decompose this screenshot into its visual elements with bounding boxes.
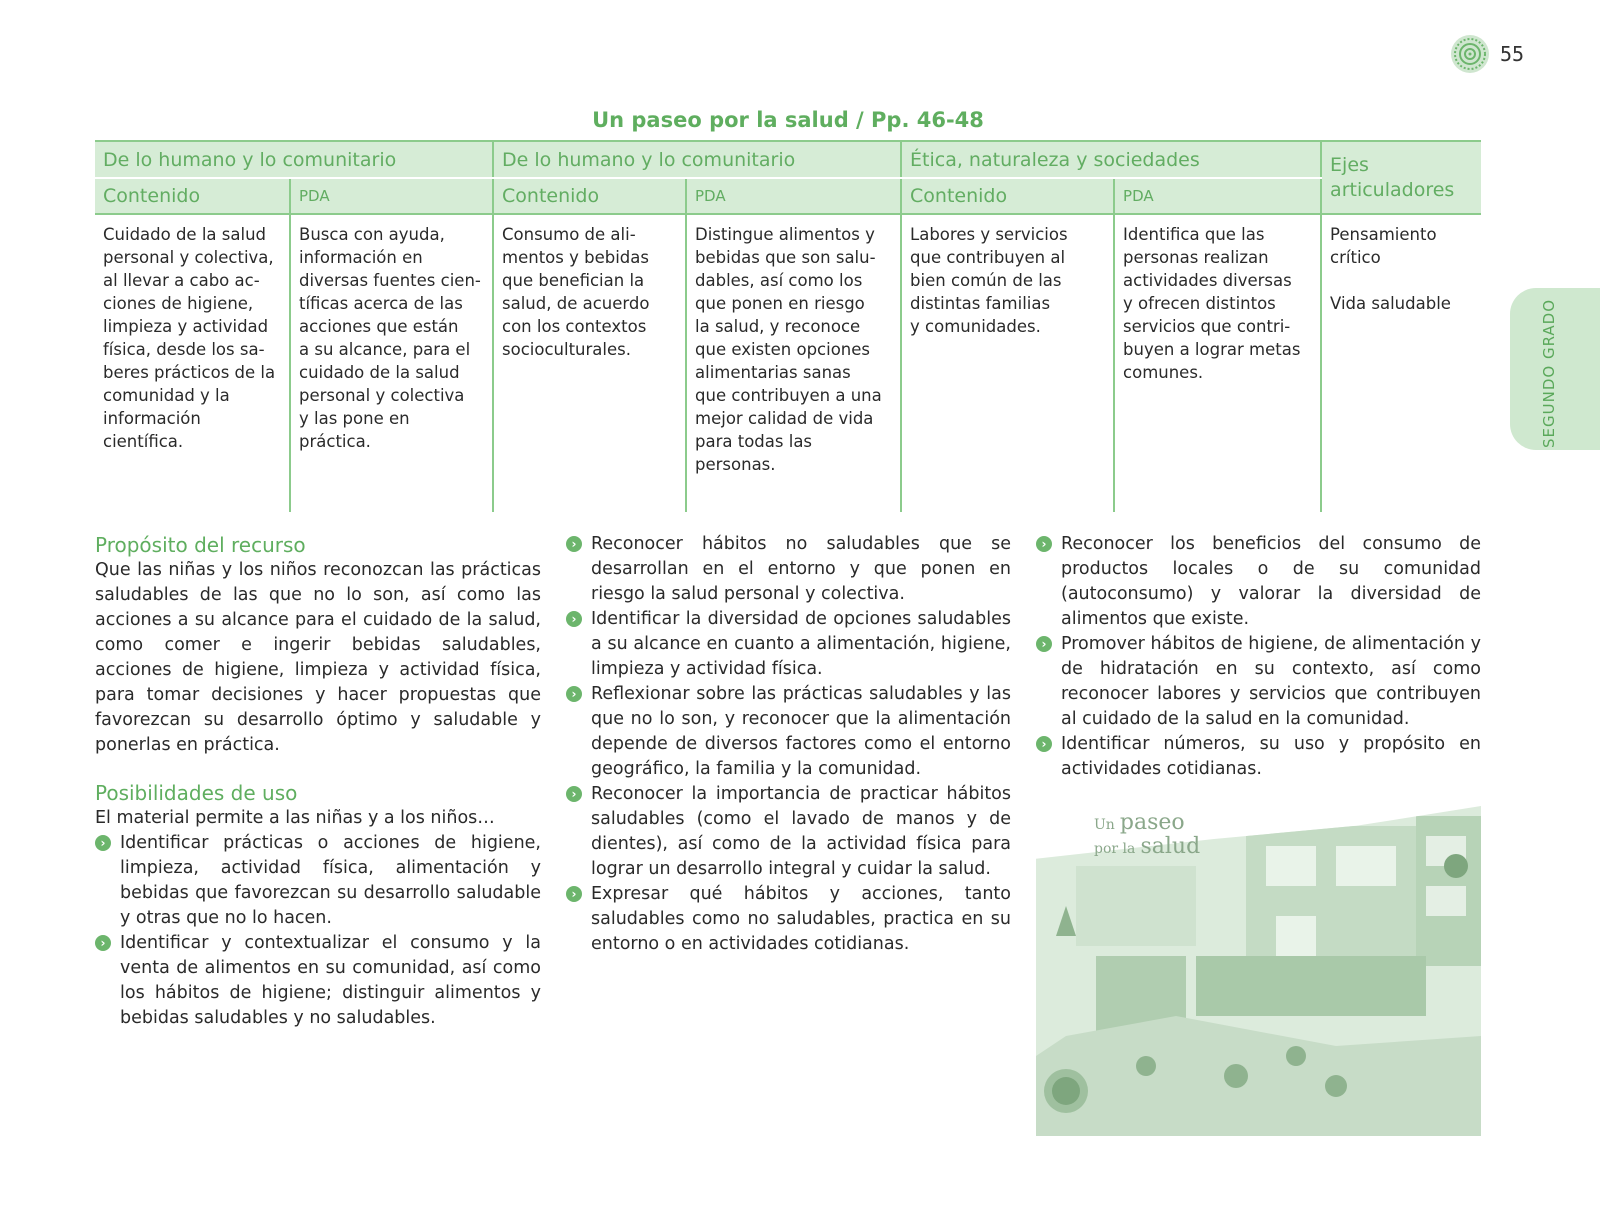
contenido-header: Contenido bbox=[95, 178, 290, 214]
curriculum-table bbox=[95, 140, 1481, 512]
table-cell-contenido-3: Labores y servicios que contribuyen al bien común de las distintas familias y comunidades. bbox=[901, 214, 1114, 512]
list-item: › Promover hábitos de higiene, de alimentación y de hidratación en su contexto, así como reconocer labores y servicios que contribuyen al cuidado de la salud en la comunidad. bbox=[1036, 632, 1481, 732]
list-item: › Expresar qué hábitos y acciones, tanto saludables como no saludables, practica en su entorno o en actividades cotidianas. bbox=[566, 882, 1011, 957]
table-cell-pda-1: Busca con ayuda, información en diversas fuentes cien- tíficas acerca de las acciones que están a su alcance, para el cuidado de la salud personal y colectiva y las pone en práctica. bbox=[290, 214, 493, 512]
area-header-1: De lo humano y lo comunitario bbox=[95, 141, 493, 178]
pda-header: PDA bbox=[290, 178, 493, 214]
chevron-right-icon: › bbox=[1036, 536, 1052, 552]
list-item: › Identificar y contextualizar el consumo y la venta de alimentos en su comunidad, así como los hábitos de higiene; distinguir alimentos y bebidas saludables y no saludables. bbox=[95, 931, 541, 1031]
illustration-title-small: Un bbox=[1094, 817, 1115, 833]
illustration-title-big: paseo bbox=[1119, 810, 1185, 835]
illustration-title-small: por la bbox=[1094, 841, 1136, 857]
bullet-list-mid bbox=[566, 532, 1011, 957]
chevron-right-icon: › bbox=[566, 611, 582, 627]
list-item: › Identificar la diversidad de opciones saludables a su alcance en cuanto a alimentación, higiene, limpieza y actividad física. bbox=[566, 607, 1011, 682]
contenido-header: Contenido bbox=[493, 178, 686, 214]
chevron-right-icon: › bbox=[566, 536, 582, 552]
list-item: › Reconocer los beneficios del consumo de productos locales o de su comunidad (autoconsumo) y valorar la diversidad de alimentos que existe. bbox=[1036, 532, 1481, 632]
list-item: › Reflexionar sobre las prácticas saludables y las que no lo son, y reconocer que la alimentación depende de diversos factores como el entorno geográfico, la familia y la comunidad. bbox=[566, 682, 1011, 782]
table-cell-pda-2: Distingue alimentos y bebidas que son salu- dables, así como los que ponen en riesgo la salud, y reconoce que existen opciones alimentarias sanas que contribuyen a una mejor calidad de vida para todas las personas. bbox=[686, 214, 901, 512]
chevron-right-icon: › bbox=[95, 935, 111, 951]
table-title: Un paseo por la salud / Pp. 46-48 bbox=[592, 108, 984, 132]
table-cell-ejes: Pensamiento crítico Vida saludable bbox=[1321, 214, 1481, 512]
chevron-right-icon: › bbox=[566, 786, 582, 802]
chevron-right-icon: › bbox=[95, 835, 111, 851]
illustration-title-big: salud bbox=[1140, 834, 1201, 859]
table-cell-pda-3: Identifica que las personas realizan actividades diversas y ofrecen distintos servicios que contri- buyen a lograr metas comunes. bbox=[1114, 214, 1321, 512]
side-tab-label: SEGUNDO GRADO bbox=[1540, 298, 1558, 448]
chevron-right-icon: › bbox=[566, 886, 582, 902]
left-column bbox=[95, 532, 541, 1031]
rosette-icon bbox=[1450, 34, 1490, 74]
right-column bbox=[1036, 532, 1481, 782]
ejes-header: Ejes articuladores bbox=[1321, 141, 1481, 214]
list-item: › Identificar prácticas o acciones de higiene, limpieza, actividad física, alimentación y bebidas que favorezcan su desarrollo saludable y otras que no lo hacen. bbox=[95, 831, 541, 931]
page-number: 55 bbox=[1500, 42, 1525, 66]
chevron-right-icon: › bbox=[566, 686, 582, 702]
proposito-text: Que las niñas y los niños reconozcan las prácticas saludables de las que no lo son, así como las acciones a su alcance para el cuidado de la salud, como comer e ingerir bebidas saludables, acciones de higiene, limpieza y actividad física, para tomar decisiones y hacer propuestas que favorezcan su desarrollo óptimo y saludable y ponerlas en práctica. bbox=[95, 560, 541, 755]
chevron-right-icon: › bbox=[1036, 736, 1052, 752]
chevron-right-icon: › bbox=[1036, 636, 1052, 652]
bullet-list-left bbox=[95, 831, 541, 1031]
area-header-3: Ética, naturaleza y sociedades bbox=[901, 141, 1321, 178]
bullet-list-right bbox=[1036, 532, 1481, 782]
table-cell-contenido-1: Cuidado de la salud personal y colectiva, al llevar a cabo ac- ciones de higiene, limpieza y actividad física, desde los sa- beres prácticos de la comunidad y la información científica. bbox=[95, 214, 290, 512]
list-item: › Reconocer la importancia de practicar hábitos saludables (como el lavado de manos y de dientes), así como de la actividad física para lograr un desarrollo integral y cuidar la salud. bbox=[566, 782, 1011, 882]
list-item: › Identificar números, su uso y propósito en actividades cotidianas. bbox=[1036, 732, 1481, 782]
posibilidades-heading: Posibilidades de uso bbox=[95, 781, 298, 805]
pda-header: PDA bbox=[1114, 178, 1321, 214]
contenido-header: Contenido bbox=[901, 178, 1114, 214]
table-cell-contenido-2: Consumo de ali- mentos y bebidas que benefician la salud, de acuerdo con los contextos socioculturales. bbox=[493, 214, 686, 512]
page-header bbox=[1450, 34, 1524, 74]
area-header-2: De lo humano y lo comunitario bbox=[493, 141, 901, 178]
pda-header: PDA bbox=[686, 178, 901, 214]
proposito-heading: Propósito del recurso bbox=[95, 533, 306, 557]
posibilidades-intro: El material permite a las niñas y a los niños… bbox=[95, 808, 495, 828]
list-item: › Reconocer hábitos no saludables que se desarrollan en el entorno y que ponen en riesgo la salud personal y colectiva. bbox=[566, 532, 1011, 607]
illustration-title bbox=[1094, 812, 1200, 860]
middle-column bbox=[566, 532, 1011, 957]
